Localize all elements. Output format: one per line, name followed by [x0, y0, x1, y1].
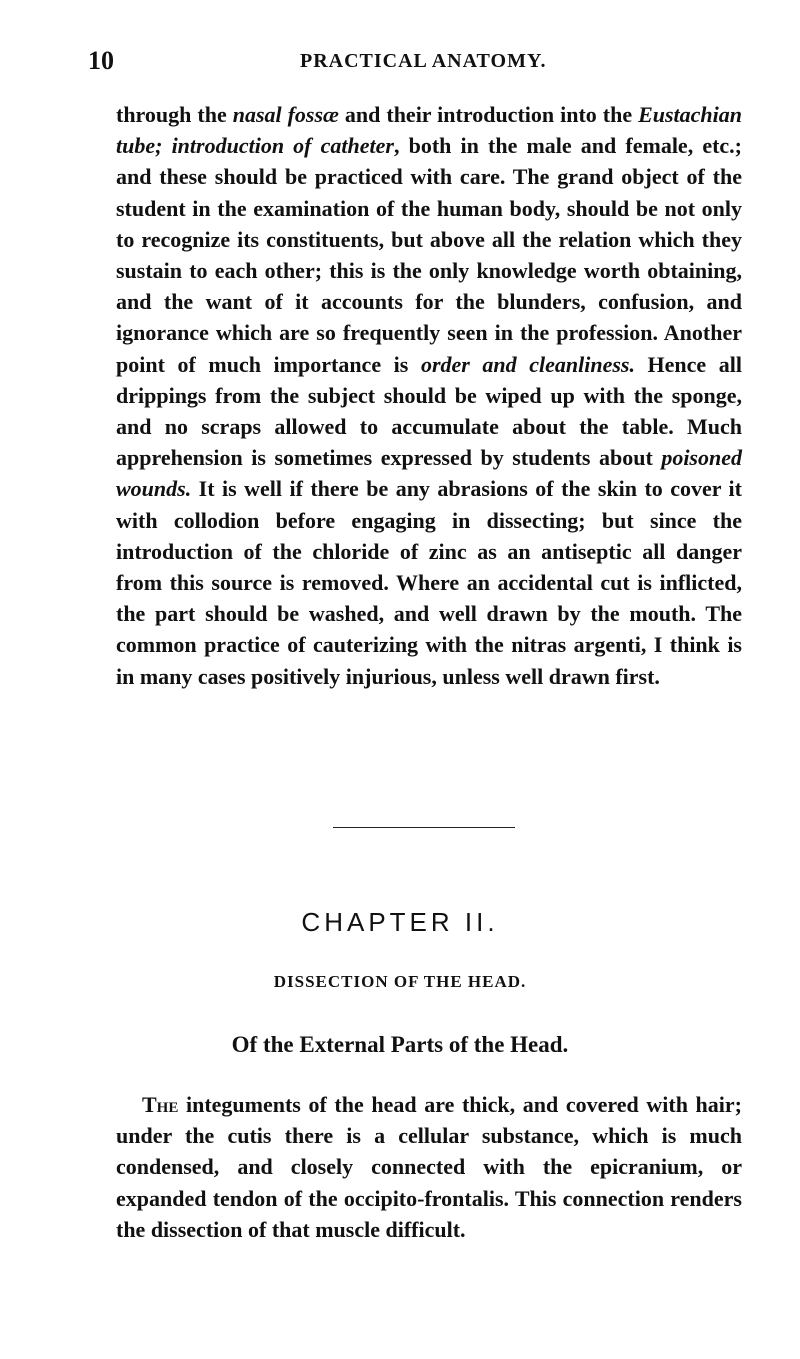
- emphasis-nasal-fossae: nasal fossæ: [232, 102, 339, 127]
- section-title: DISSECTION OF THE HEAD.: [273, 972, 527, 991]
- page-number: 10: [88, 46, 114, 75]
- paragraph-2: [116, 1089, 742, 1245]
- paragraph-1-text-c: , both in the male and female, etc.; and these should be practiced with care. The grand object of the student in the examination of the human body, should be not only to recognize its constituents, but above all the relation which they sustain to each other; this is the only knowledge worth obtaining, and the want of it accounts for the blunders, confusion, and ignorance which are so frequently seen in the profession. Another point of much importance is: [116, 133, 743, 377]
- running-title: PRACTICAL ANATOMY.: [300, 50, 547, 72]
- paragraph-1: [116, 99, 742, 692]
- chapter-title: CHAPTER II.: [301, 907, 499, 937]
- paragraph-1-text-d: Hence all drippings from the subject should be wiped up with the sponge, and no scraps allowed to accumulate about the table. Much apprehension is sometimes expressed by students about: [116, 351, 743, 471]
- paragraph-1-text-b: and their introduction into the: [338, 102, 639, 127]
- paragraph-1-text-a: through the: [116, 102, 233, 127]
- emphasis-order-cleanliness: order and cleanliness.: [420, 351, 635, 377]
- emphasis-eustachian-tube: Eustachian tube; introduction of catheter: [116, 102, 742, 159]
- section-divider: [333, 827, 515, 828]
- emphasis-poisoned-wounds: poisoned wounds.: [116, 445, 742, 502]
- paragraph-1-text-e: It is well if there be any abrasions of the skin to cover it with collodion before engaging in dissecting; but since the introduction of the chloride of zinc as an antiseptic all danger from this source is removed. Where an accidental cut is inflicted, the part should be washed, and well drawn by the mouth. The common practice of cauterizing with the nitras argenti, I think is in many cases positively injurious, unless well drawn first.: [116, 476, 742, 689]
- paragraph-2-text: integuments of the head are thick, and covered with hair; under the cutis there is a cellular substance, which is much condensed, and closely connected with the epicranium, or expanded tendon of the occipito-frontalis. This connection renders the dissection of that muscle difficult.: [116, 1092, 742, 1242]
- paragraph-2-lead-word: The: [142, 1092, 179, 1117]
- running-head: [88, 44, 743, 78]
- subsection-title: Of the External Parts of the Head.: [231, 1032, 569, 1057]
